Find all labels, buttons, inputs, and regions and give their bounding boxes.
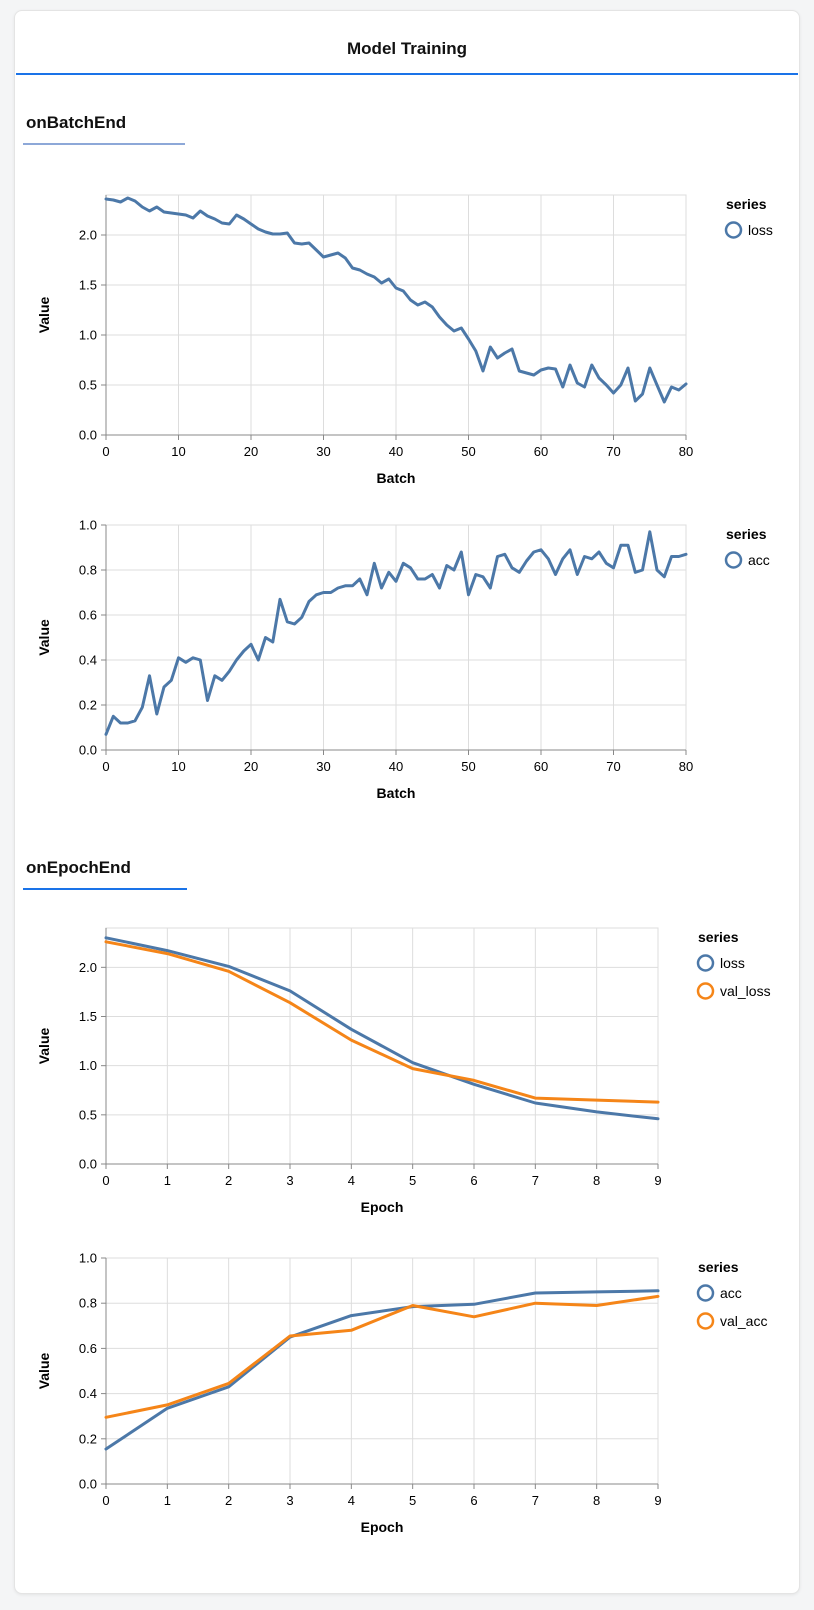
- acc-vs-epoch-chart: [15, 1246, 801, 1546]
- x-tick-label: 10: [171, 759, 186, 774]
- x-tick-label: 8: [593, 1493, 601, 1508]
- legend-label: loss: [720, 955, 745, 971]
- x-tick-label: 5: [409, 1173, 417, 1188]
- gridlines: [106, 195, 686, 435]
- series-line-loss: [106, 938, 658, 1119]
- y-axis: [36, 518, 106, 758]
- y-axis-title: Value: [36, 1352, 52, 1390]
- legend-title: series: [698, 929, 739, 945]
- y-tick-label: 0.4: [78, 1386, 97, 1402]
- x-tick-label: 9: [654, 1493, 662, 1508]
- y-tick-label: 0.8: [78, 562, 97, 578]
- y-tick-label: 0.0: [78, 427, 97, 443]
- x-axis: [102, 1484, 661, 1535]
- legend-label: val_loss: [720, 983, 771, 999]
- x-tick-label: 3: [286, 1173, 294, 1188]
- y-axis: [36, 195, 106, 443]
- series-line-val_loss: [106, 942, 658, 1102]
- onepochend-heading-underline: [23, 888, 187, 890]
- x-axis-title: Batch: [376, 470, 416, 486]
- x-tick-label: 4: [347, 1493, 355, 1508]
- x-axis-title: Epoch: [360, 1199, 404, 1215]
- y-tick-label: 0.2: [78, 1431, 97, 1447]
- onbatchend-heading-underline: [23, 143, 185, 145]
- legend-entry-acc: [698, 1285, 742, 1301]
- x-tick-label: 6: [470, 1493, 478, 1508]
- x-tick-label: 80: [678, 444, 694, 459]
- y-tick-label: 1.0: [78, 327, 97, 343]
- y-tick-label: 2.0: [78, 959, 97, 975]
- legend-symbol-circle: [726, 553, 741, 568]
- chart-legend: [726, 196, 773, 238]
- y-tick-label: 0.0: [78, 1156, 97, 1172]
- x-tick-label: 7: [531, 1493, 539, 1508]
- x-tick-label: 60: [533, 444, 549, 459]
- series-line-val_acc: [106, 1296, 658, 1417]
- legend-label: val_acc: [720, 1313, 768, 1329]
- chart-legend: [698, 1259, 767, 1329]
- x-tick-label: 30: [316, 759, 331, 774]
- legend-entry-acc: [726, 552, 770, 568]
- x-tick-label: 80: [678, 759, 694, 774]
- y-tick-label: 0.2: [78, 697, 97, 713]
- legend-title: series: [726, 526, 767, 542]
- chart-legend: [698, 929, 771, 999]
- legend-title: series: [698, 1259, 739, 1275]
- y-axis-title: Value: [36, 296, 52, 334]
- x-tick-label: 50: [461, 444, 476, 459]
- y-tick-label: 0.4: [78, 652, 97, 668]
- x-tick-label: 9: [654, 1173, 662, 1188]
- legend-symbol-circle: [698, 1286, 713, 1301]
- page-title: Model Training: [16, 11, 798, 75]
- chart-legend: [726, 526, 770, 568]
- loss-vs-epoch-chart: [15, 916, 801, 1224]
- y-tick-label: 1.0: [78, 1250, 97, 1266]
- x-tick-label: 70: [606, 759, 621, 774]
- x-tick-label: 10: [171, 444, 186, 459]
- x-tick-label: 50: [461, 759, 476, 774]
- x-tick-label: 5: [409, 1493, 417, 1508]
- loss-vs-batch-chart: [15, 173, 801, 495]
- legend-symbol-circle: [698, 956, 713, 971]
- x-tick-label: 1: [163, 1493, 171, 1508]
- x-tick-label: 0: [102, 759, 110, 774]
- acc-vs-batch-chart: [15, 507, 801, 810]
- y-tick-label: 1.5: [78, 277, 97, 293]
- x-tick-label: 3: [286, 1493, 294, 1508]
- legend-label: acc: [720, 1285, 742, 1301]
- x-tick-label: 2: [225, 1493, 233, 1508]
- y-axis-title: Value: [36, 619, 52, 656]
- legend-title: series: [726, 196, 767, 212]
- x-axis-title: Epoch: [360, 1519, 404, 1535]
- section-heading-onepochend: onEpochEnd: [26, 858, 131, 877]
- x-tick-label: 20: [243, 759, 259, 774]
- legend-label: acc: [748, 552, 770, 568]
- x-axis: [102, 435, 693, 486]
- x-axis: [102, 1164, 661, 1215]
- y-tick-label: 0.6: [78, 607, 97, 623]
- x-tick-label: 2: [225, 1173, 233, 1188]
- x-tick-label: 20: [243, 444, 259, 459]
- x-tick-label: 40: [388, 444, 404, 459]
- legend-symbol-circle: [698, 984, 713, 999]
- y-tick-label: 1.5: [78, 1009, 97, 1024]
- legend-symbol-circle: [726, 223, 741, 238]
- x-tick-label: 4: [347, 1173, 355, 1188]
- x-tick-label: 60: [533, 759, 549, 774]
- series-line-acc: [106, 1291, 658, 1449]
- x-tick-label: 40: [388, 759, 404, 774]
- y-axis: [36, 1251, 106, 1492]
- x-axis-title: Batch: [376, 785, 416, 801]
- x-tick-label: 1: [163, 1173, 171, 1188]
- x-tick-label: 70: [606, 444, 621, 459]
- x-tick-label: 0: [102, 444, 110, 459]
- y-tick-label: 0.5: [78, 1107, 97, 1123]
- y-tick-label: 0.0: [78, 742, 97, 758]
- x-axis: [102, 750, 693, 801]
- x-tick-label: 7: [531, 1173, 539, 1188]
- legend-entry-val_acc: [698, 1313, 767, 1329]
- legend-entry-loss: [698, 955, 745, 971]
- y-tick-label: 1.0: [78, 1058, 97, 1074]
- section-heading-onbatchend: onBatchEnd: [26, 113, 127, 132]
- y-axis-title: Value: [36, 1027, 52, 1065]
- y-axis: [36, 928, 106, 1172]
- y-tick-label: 0.6: [78, 1340, 97, 1356]
- legend-entry-loss: [726, 222, 773, 238]
- y-tick-label: 0.5: [78, 377, 97, 393]
- visor-card: [14, 10, 800, 1594]
- x-tick-label: 0: [102, 1493, 110, 1508]
- y-tick-label: 0.0: [78, 1476, 97, 1492]
- x-tick-label: 6: [470, 1173, 478, 1188]
- x-tick-label: 30: [316, 444, 331, 459]
- x-tick-label: 0: [102, 1173, 110, 1188]
- y-tick-label: 2.0: [78, 227, 97, 243]
- x-tick-label: 8: [593, 1173, 601, 1188]
- legend-label: loss: [748, 222, 773, 238]
- legend-symbol-circle: [698, 1314, 713, 1329]
- legend-entry-val_loss: [698, 983, 771, 999]
- gridlines: [106, 525, 686, 750]
- y-tick-label: 1.0: [78, 517, 97, 533]
- y-tick-label: 0.8: [78, 1295, 97, 1311]
